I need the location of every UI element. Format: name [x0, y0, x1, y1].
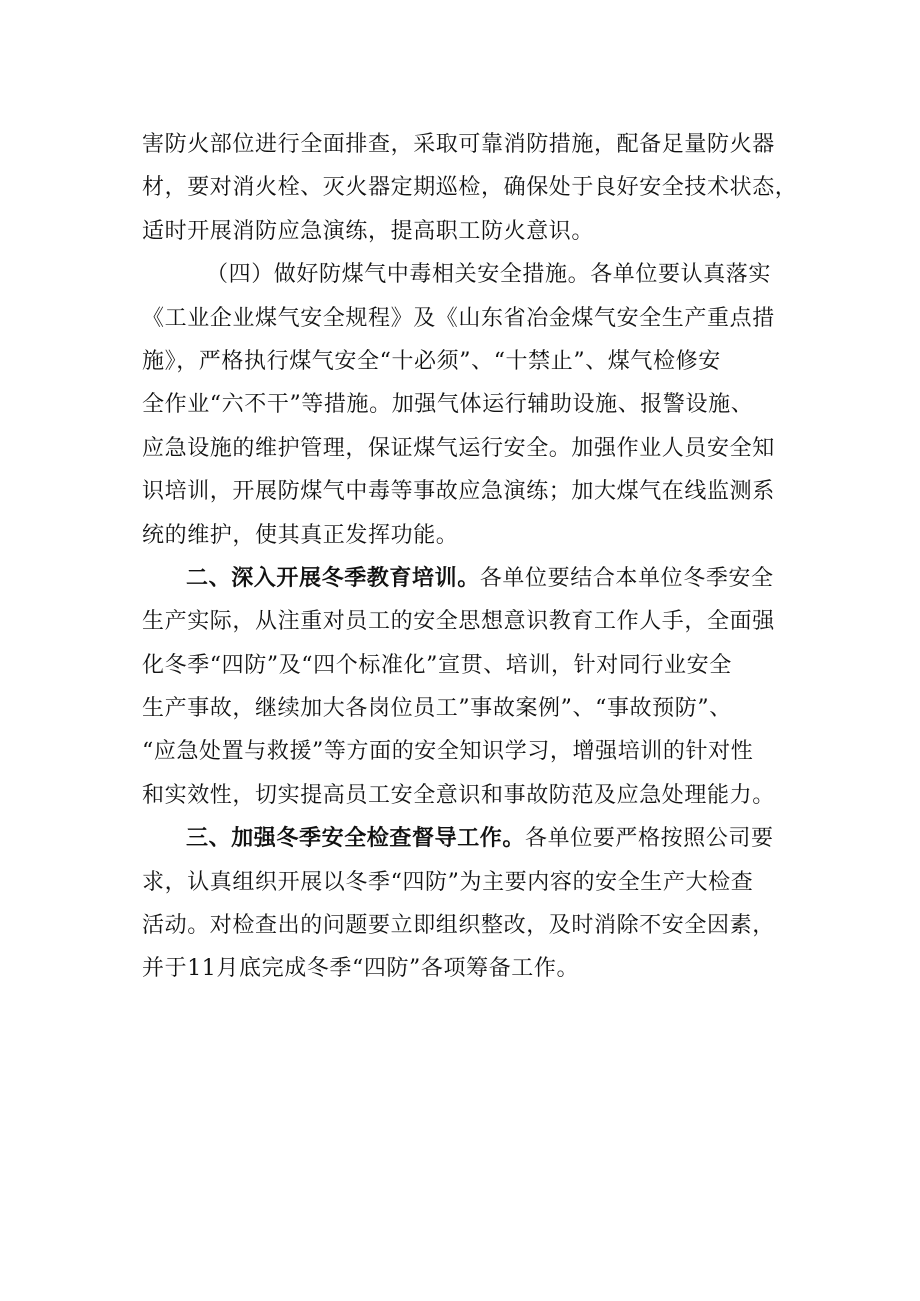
paragraph-line: 应急设施的维护管理，保证煤气运行安全。加强作业人员安全知: [142, 435, 775, 461]
paragraph-line: 生产实际，从注重对员工的安全思想意识教育工作人手，全面强: [142, 609, 775, 635]
section-two-number: 二、: [186, 564, 232, 591]
section-three-heading: 加强冬季安全检查督导工作。: [231, 825, 526, 852]
paragraph-line: 适时开展消防应急演练，提高职工防火意识。: [142, 218, 595, 244]
paragraph-line: 全作业“六不干”等措施。加强气体运行辅助设施、报警设施、: [142, 392, 754, 418]
paragraph-line: 《工业企业煤气安全规程》及《山东省冶金煤气安全生产重点措: [142, 305, 775, 331]
body-text: [142, 123, 798, 991]
paragraph-line: 识培训，开展防煤气中毒等事故应急演练；加大煤气在线监测系: [142, 479, 775, 505]
paragraph-line: 害防火部位进行全面排查，采取可靠消防措施，配备足量防火器: [142, 132, 775, 157]
paragraph-line: 并于11月底完成冬季“四防”各项筹备工作。: [142, 956, 580, 982]
paragraph-line: 统的维护，使其真正发挥功能。: [142, 522, 459, 548]
section-two-first-line: [142, 557, 792, 600]
paragraph-line: “应急处置与救援”等方面的安全知识学习，增强培训的针对性: [142, 739, 754, 765]
paragraph-line: 化冬季“四防”及“四个标准化”宣贯、培训，针对同行业安全: [142, 652, 732, 678]
section-two-heading: 深入开展冬季教育培训。: [231, 564, 480, 591]
paragraph-line: 生产事故，继续加大各岗位员工”事故案例”、“事故预防”、: [142, 696, 732, 722]
paragraph-line: 活动。对检查出的问题要立即组织整改，及时消除不安全因素，: [142, 913, 775, 939]
section-three-first-line: [142, 817, 792, 860]
paragraph-line: 求，认真组织开展以冬季“四防”为主要内容的安全生产大检查: [142, 869, 754, 895]
section-three-text: 各单位要严格按照公司要: [525, 826, 774, 852]
paragraph-line: （四）做好防煤气中毒相关安全措施。各单位要认真落实: [206, 262, 772, 288]
section-two-text: 各单位要结合本单位冬季安全: [479, 565, 774, 591]
section-three-number: 三、: [186, 825, 232, 852]
paragraph-line: 和实效性，切实提高员工安全意识和事故防范及应急处理能力。: [142, 782, 775, 808]
paragraph-line: 施》，严格执行煤气安全“十必须”、“十禁止”、煤气检修安: [142, 348, 721, 374]
paragraph-line: 材，要对消火栓、灭火器定期巡检，确保处于良好安全技术状态，: [142, 175, 798, 201]
